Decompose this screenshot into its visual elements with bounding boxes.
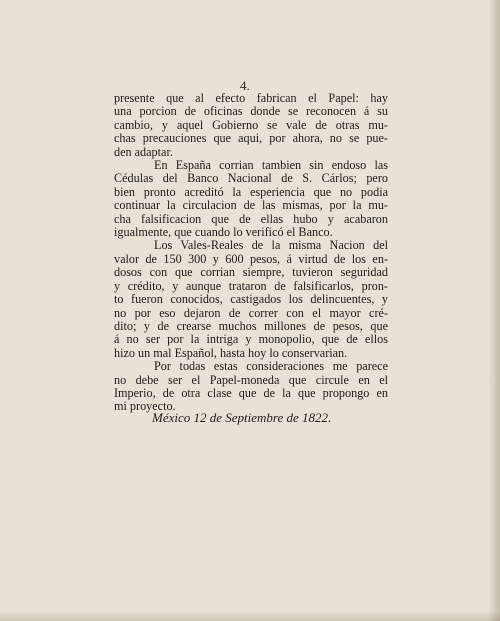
text-line: den adaptar. <box>114 144 173 159</box>
text-line: Cédulas del Banco Nacional de S. Cárlos; pero <box>114 171 388 186</box>
text-line: no debe ser el Papel-moneda que circule en el <box>114 372 388 387</box>
text-line: no por eso dejaron de correr con el mayor cré- <box>114 305 388 320</box>
text-line: igualmente, que cuando lo verificó el Banco. <box>114 225 333 240</box>
text-line: En España corrian tambien sin endoso las <box>154 158 388 173</box>
text-line: valor de 150 300 y 600 pesos, á virtud de los en- <box>114 251 388 266</box>
text-line: to fueron conocidos, castigados los delincuentes, y <box>114 292 388 307</box>
text-line: hizo un mal Español, hasta hoy lo conservarian. <box>114 345 348 360</box>
text-line: dosos con que corrian siempre, tuvieron seguridad <box>114 265 388 280</box>
text-line: continuar la circulacion de las mismas, por la mu- <box>114 198 388 213</box>
page-bottom-shadow <box>0 611 500 621</box>
text-line: Por todas estas consideraciones me parece <box>154 359 388 374</box>
text-line: Los Vales-Reales de la misma Nacion del <box>154 238 388 253</box>
page-edge-shadow <box>488 0 500 621</box>
text-line: á no ser por la intriga y monopolio, que de ellos <box>114 332 388 347</box>
text-line: cha falsificacion que de ellas hubo y acabaron <box>114 211 388 226</box>
page-number: 4. <box>240 78 250 93</box>
text-line: bien pronto acreditó la esperiencia que no podia <box>114 184 388 199</box>
text-line: chas precauciones que aqui, por ahora, no se pue- <box>114 131 388 146</box>
text-line: Imperio, de otra clase que de la que propongo en <box>114 385 388 400</box>
body-text <box>114 92 388 414</box>
date-signature-line: México 12 de Septiembre de 1822. <box>152 410 332 425</box>
text-line: mi proyecto. <box>114 399 176 414</box>
text-line: dito; y de crearse muchos millones de pesos, que <box>114 318 388 333</box>
text-line: presente que al efecto fabrican el Papel: hay <box>114 91 388 105</box>
text-line: cambio, y aquel Gobierno se vale de otras mu- <box>114 117 388 132</box>
text-line: y crédito, y aunque trataron de falsificarlos, pron- <box>114 278 388 293</box>
text-line: una porcion de oficinas donde se reconocen á su <box>114 104 388 119</box>
